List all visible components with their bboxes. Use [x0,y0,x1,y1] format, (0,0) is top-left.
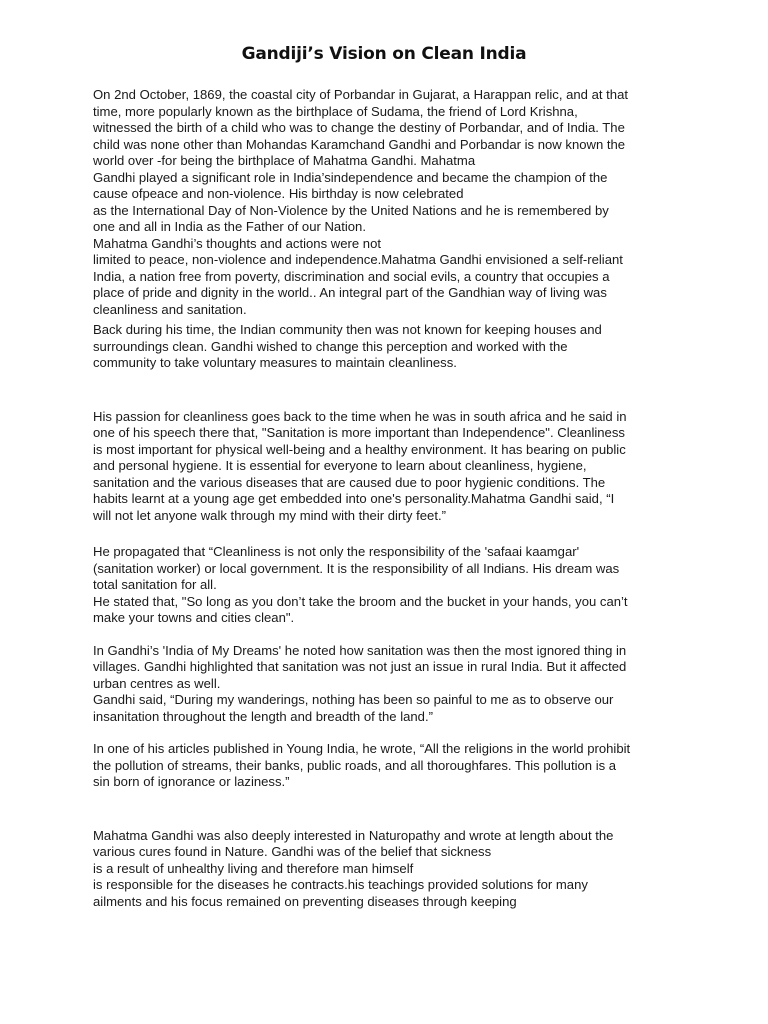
page-title: Gandiji’s Vision on Clean India [241,44,527,64]
text-line: India, a nation free from poverty, discrimination and social evils, a country that occupies a [93,268,610,284]
text-line: as the International Day of Non-Violence by the United Nations and he is remembered by [93,202,609,218]
paragraph [93,322,683,372]
text-line: (sanitation worker) or local government. It is the responsibility of all Indians. His dream was [93,560,620,576]
text-line: the pollution of streams, their banks, public roads, and all thoroughfares. This pollution is a [93,757,617,773]
text-line: is a result of unhealthy living and therefore man himself [93,860,414,876]
text-line: Gandhi played a significant role in India’sindependence and became the champion of the [93,169,608,185]
text-line: will not let anyone walk through my mind with their dirty feet.” [93,507,446,523]
text-line: He stated that, "So long as you don’t take the broom and the bucket in your hands, you can’t [93,593,628,609]
text-line: habits learnt at a young age get embedded into one's personality.Mahatma Gandhi said, “I [93,491,615,506]
text-line: one and all in India as the Father of our Nation. [93,219,366,234]
text-line: insanitation throughout the length and breadth of the land.” [93,708,433,724]
text-line: is most important for physical well-being and a healthy environment. It has bearing on public [93,441,626,457]
text-line: place of pride and dignity in the world.. An integral part of the Gandhian way of living was [93,285,607,300]
paragraph [93,741,683,791]
text-line: world over -for being the birthplace of Mahatma Gandhi. Mahatma [93,153,476,168]
text-line: and personal hygiene. It is essential for everyone to learn about cleanliness, hygiene, [93,458,587,473]
text-line: child was none other than Mohandas Karamchand Gandhi and Porbandar is now known the [93,136,626,152]
text-line: ailments and his focus remained on preventing diseases through keeping [93,893,517,909]
text-line: He propagated that “Cleanliness is not only the responsibility of the 'safaai kaamgar' [93,544,580,559]
paragraph [93,544,683,627]
paragraph [93,409,683,525]
text-line: In one of his articles published in Young India, he wrote, “All the religions in the world prohibit [93,741,631,756]
text-line: sin born of ignorance or laziness.” [93,774,290,789]
text-line: His passion for cleanliness goes back to the time when he was in south africa and he said in [93,408,627,424]
text-line: one of his speech there that, "Sanitation is more important than Independence". Cleanliness [93,425,625,440]
text-line: In Gandhi’s 'India of My Dreams' he noted how sanitation was then the most ignored thing in [93,642,627,658]
text-line: Mahatma Gandhi’s thoughts and actions were not [93,235,381,251]
text-line: Back during his time, the Indian community then was not known for keeping houses and [93,322,602,337]
text-line: sanitation and the various diseases that are caused due to poor hygienic conditions. The [93,474,606,490]
text-line: surroundings clean. Gandhi wished to change this perception and worked with the [93,338,568,354]
text-line: Gandhi said, “During my wanderings, nothing has been so painful to me as to observe our [93,692,614,707]
text-line: villages. Gandhi highlighted that sanitation was not just an issue in rural India. But it affected [93,659,627,674]
text-line: make your towns and cities clean". [93,610,295,625]
text-line: cause ofpeace and non-violence. His birthday is now celebrated [93,186,464,201]
text-line: total sanitation for all. [93,577,217,592]
document-body [93,87,683,910]
text-line: is responsible for the diseases he contracts.his teachings provided solutions for many [93,877,588,892]
text-line: time, more popularly known as the birthplace of Sudama, the friend of Lord Krishna, [93,103,578,119]
text-line: On 2nd October, 1869, the coastal city of Porbandar in Gujarat, a Harappan relic, and at that [93,87,628,102]
text-line: community to take voluntary measures to maintain cleanliness. [93,355,457,370]
paragraph [93,643,683,726]
text-line: limited to peace, non-violence and independence.Mahatma Gandhi envisioned a self-reliant [93,252,623,267]
text-line: witnessed the birth of a child who was to change the destiny of Porbandar, and of India. The [93,120,625,135]
text-line: Mahatma Gandhi was also deeply interested in Naturopathy and wrote at length about the [93,827,614,843]
paragraph [93,828,683,911]
text-line: urban centres as well. [93,675,221,691]
paragraph [93,87,683,318]
text-line: cleanliness and sanitation. [93,301,247,317]
text-line: various cures found in Nature. Gandhi was of the belief that sickness [93,844,492,859]
